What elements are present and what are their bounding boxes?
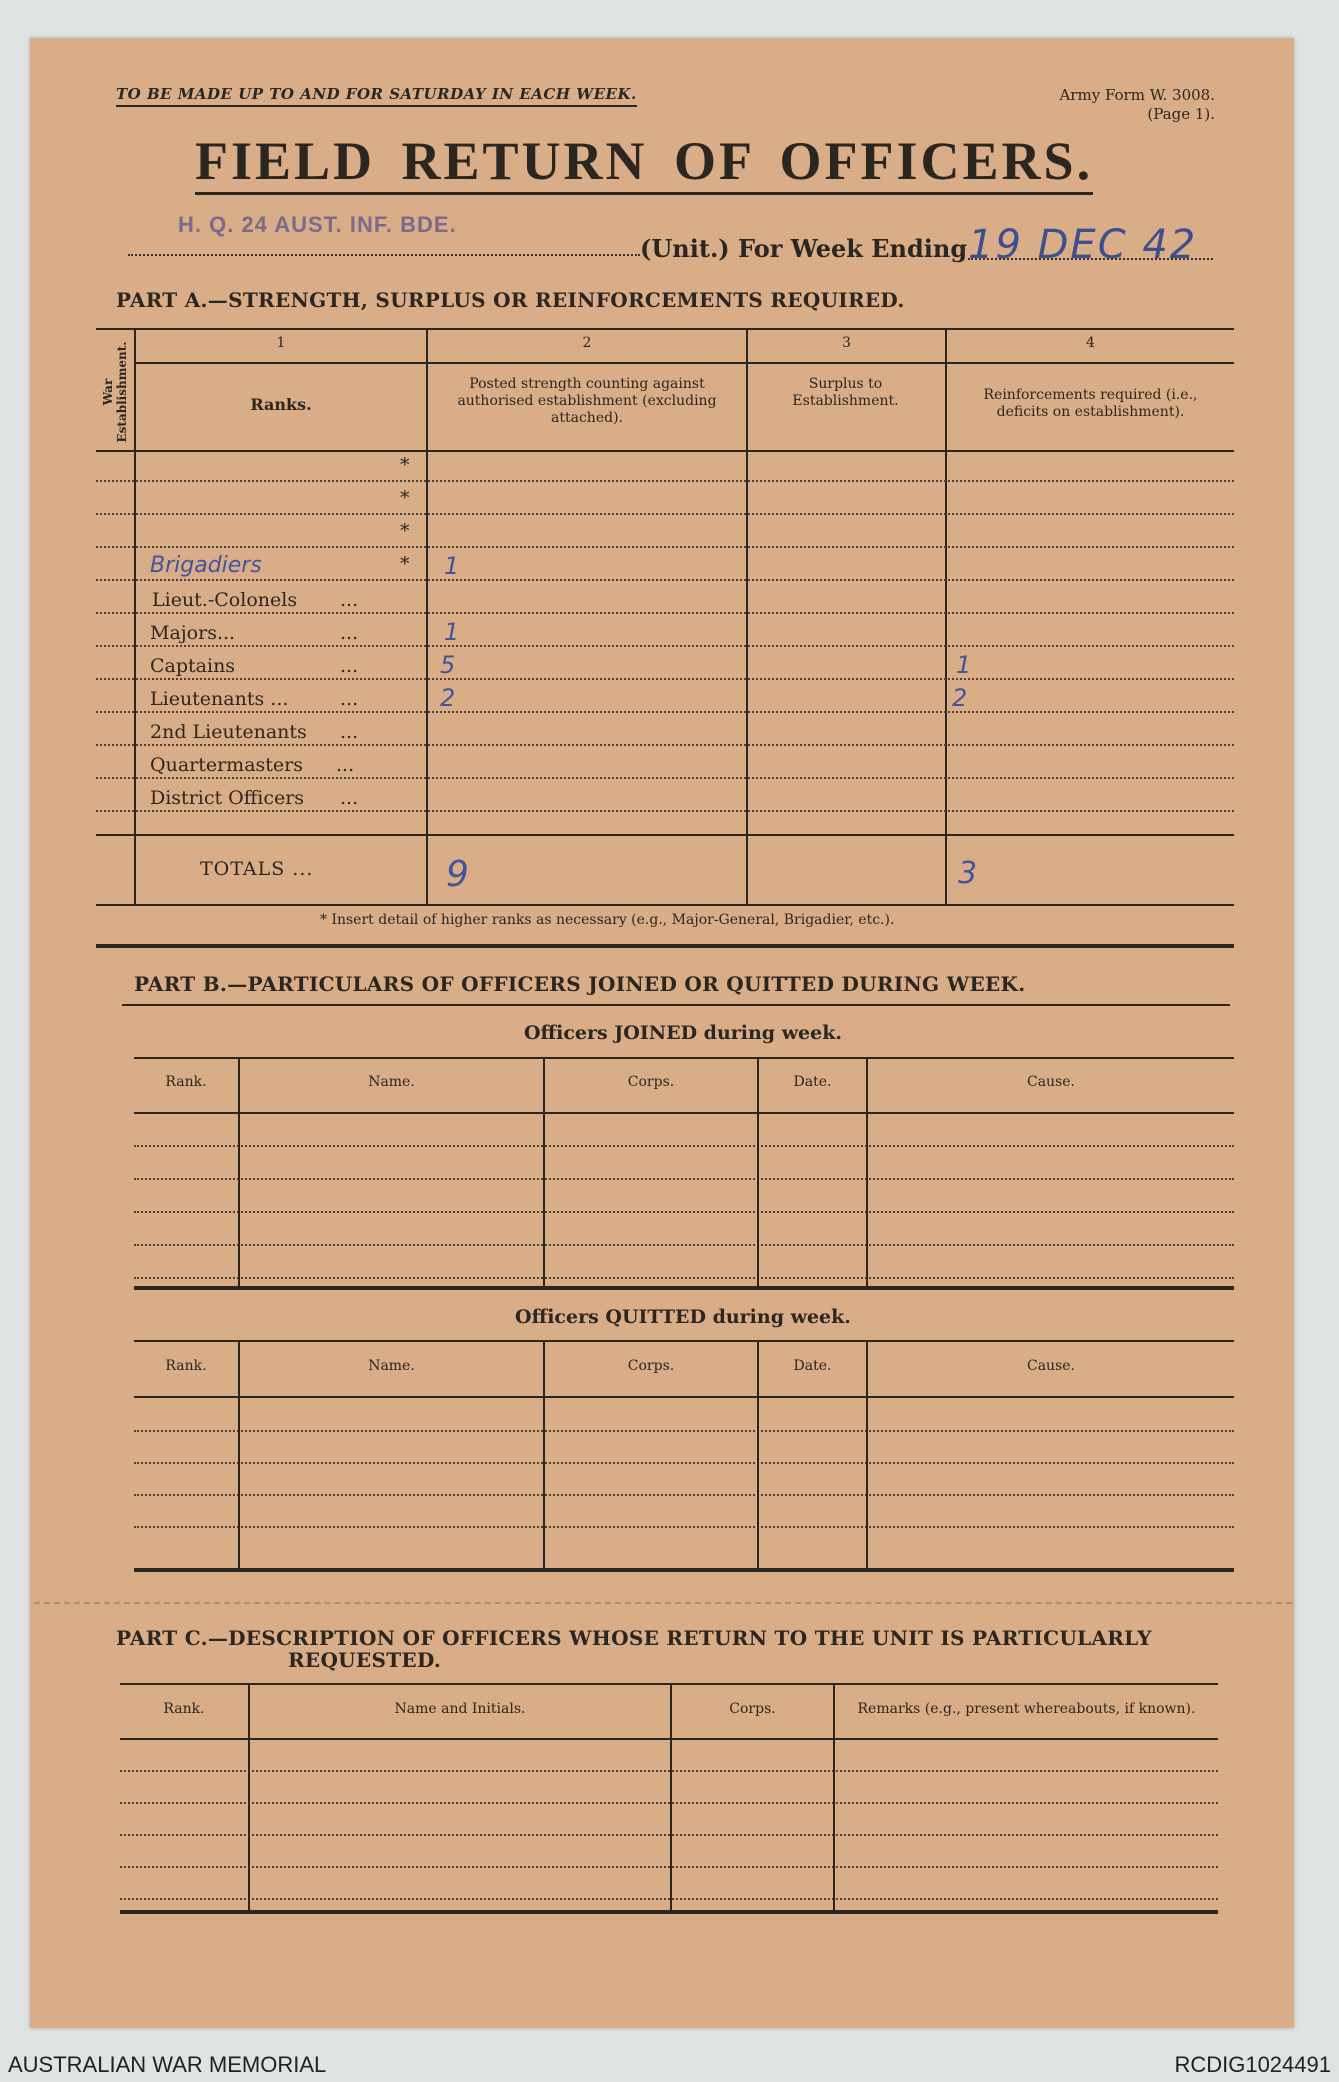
rank-suffix: ... [340, 622, 359, 644]
row-rule [134, 1211, 1234, 1213]
part-c-col-name: Name and Initials. [394, 1701, 526, 1717]
quitted-top-rule [134, 1340, 1234, 1342]
rank-label: Brigadiers [150, 553, 262, 578]
rank-label: District Officers [150, 787, 305, 809]
rank-label: Captains [150, 655, 236, 677]
joined-vrule [757, 1057, 759, 1286]
row-rule [96, 612, 1234, 614]
footer-record-id: RCDIG1024491 [1174, 2052, 1331, 2077]
row-rule [96, 810, 1234, 812]
col-number-1: 1 [276, 335, 286, 351]
part-a-top-rule [96, 328, 1234, 330]
totals-label: TOTALS ... [200, 858, 314, 880]
posted-value: 1 [444, 618, 460, 646]
quitted-col-corps: Corps. [627, 1358, 675, 1374]
part-a-vrule-1 [134, 328, 136, 904]
posted-value: 5 [440, 651, 456, 679]
part-a-end-rule [96, 944, 1234, 948]
form-title: FIELD RETURN OF OFFICERS. [195, 130, 1093, 195]
row-rule [120, 1802, 1218, 1804]
row-rule [120, 1834, 1218, 1836]
quitted-head-rule [134, 1396, 1234, 1398]
rank-suffix: * [400, 454, 410, 476]
part-a-head-rule [96, 450, 1234, 452]
war-establishment-label: War Establishment. [101, 341, 129, 443]
joined-vrule [238, 1057, 240, 1286]
footer-archive-name: AUSTRALIAN WAR MEMORIAL [8, 2052, 327, 2077]
col-ranks-header: Ranks. [250, 395, 312, 414]
unit-week-label: (Unit.) For Week Ending [640, 234, 968, 263]
joined-col-date: Date. [793, 1074, 832, 1090]
part-c-col-remarks: Remarks (e.g., present whereabouts, if known). [857, 1701, 1196, 1717]
quitted-col-cause: Cause. [1027, 1358, 1075, 1374]
row-rule [96, 777, 1234, 779]
part-a-num-rule [136, 362, 1234, 364]
posted-value: 2 [440, 684, 456, 712]
part-a-vrule-4 [945, 328, 947, 904]
part-b-heading: PART B.—PARTICULARS OF OFFICERS JOINED OR QUITTED DURING WEEK. [134, 972, 1026, 996]
row-rule [134, 1462, 1234, 1464]
joined-col-corps: Corps. [627, 1074, 675, 1090]
form-number [1030, 86, 1215, 124]
unit-stamp: H. Q. 24 AUST. INF. BDE. [178, 212, 457, 237]
unit-field-line [128, 254, 640, 256]
col-posted-header: Posted strength counting against authorised establishment (excluding attached). [457, 376, 717, 426]
rank-suffix: ... [340, 688, 359, 710]
part-a-totals-rule [96, 834, 1234, 836]
quitted-title: Officers QUITTED during week. [515, 1306, 851, 1328]
row-rule [134, 1178, 1234, 1180]
joined-col-name: Name. [368, 1074, 415, 1090]
rank-suffix: * [400, 487, 410, 509]
row-rule [120, 1770, 1218, 1772]
row-rule [96, 744, 1234, 746]
rank-suffix: ... [340, 721, 359, 743]
joined-vrule [866, 1057, 868, 1286]
joined-bottom-rule [134, 1286, 1234, 1290]
row-rule [96, 579, 1234, 581]
part-a-vrule-2 [426, 328, 428, 904]
rank-label: Quartermasters [150, 754, 303, 776]
reinforcement-value: 1 [956, 651, 972, 679]
row-rule [120, 1866, 1218, 1868]
rank-suffix: ... [340, 655, 359, 677]
part-c-col-corps: Corps. [729, 1701, 776, 1717]
col-number-4: 4 [1086, 335, 1095, 351]
rank-suffix: * [400, 553, 410, 575]
part-c-top-rule [120, 1683, 1218, 1685]
row-rule [96, 546, 1234, 548]
row-rule [134, 1526, 1234, 1528]
instruction-text: TO BE MADE UP TO AND FOR SATURDAY IN EACH WEEK. [116, 85, 637, 107]
war-establishment-header [100, 338, 130, 448]
joined-top-rule [134, 1057, 1234, 1059]
row-rule [96, 480, 1234, 482]
col-surplus-header: Surplus to Establishment. [792, 376, 899, 409]
part-a-footnote: * Insert detail of higher ranks as necessary (e.g., Major-General, Brigadier, etc.). [320, 912, 895, 928]
form-number-text: Army Form W. 3008. [1059, 86, 1215, 104]
row-rule [96, 513, 1234, 515]
row-rule [134, 1494, 1234, 1496]
quitted-col-name: Name. [368, 1358, 415, 1374]
rank-suffix: ... [336, 754, 355, 776]
posted-value: 1 [444, 552, 460, 580]
totals-posted: 9 [446, 854, 469, 895]
joined-col-cause: Cause. [1027, 1074, 1075, 1090]
row-rule [134, 1277, 1234, 1279]
quitted-col-rank: Rank. [165, 1358, 207, 1374]
row-rule [134, 1244, 1234, 1246]
quitted-col-date: Date. [793, 1358, 832, 1374]
row-rule [120, 1898, 1218, 1900]
part-b-rule [122, 1004, 1230, 1006]
part-a-heading: PART A.—STRENGTH, SURPLUS OR REINFORCEMENTS REQUIRED. [116, 288, 905, 312]
row-rule [134, 1145, 1234, 1147]
reinforcement-value: 2 [952, 684, 968, 712]
totals-reinforcements: 3 [958, 856, 978, 891]
week-ending-value: 19 DEC 42 [968, 222, 1198, 268]
row-rule [96, 711, 1234, 713]
rank-label: Lieutenants ... [150, 688, 289, 710]
rank-label: Lieut.-Colonels [152, 589, 298, 611]
part-a-vrule-3 [746, 328, 748, 904]
quitted-bottom-rule [134, 1568, 1234, 1572]
row-rule [134, 1430, 1234, 1432]
rank-suffix: * [400, 520, 410, 542]
joined-title: Officers JOINED during week. [523, 1022, 843, 1044]
col-reinforcements-header: Reinforcements required (i.e., deficits on establishment). [983, 387, 1198, 420]
col-number-2: 2 [582, 335, 592, 351]
joined-col-rank: Rank. [165, 1074, 207, 1090]
part-c-heading: PART C.—DESCRIPTION OF OFFICERS WHOSE RETURN TO THE UNIT IS PARTICULARLY [116, 1626, 1152, 1650]
part-c-heading-2: REQUESTED. [288, 1648, 442, 1672]
joined-head-rule [134, 1112, 1234, 1114]
col-number-3: 3 [842, 335, 851, 351]
joined-vrule [543, 1057, 545, 1286]
row-rule [96, 678, 1234, 680]
rank-suffix: ... [340, 787, 359, 809]
row-rule [96, 645, 1234, 647]
rank-label: 2nd Lieutenants [150, 721, 307, 743]
rank-label: Majors... [150, 622, 236, 644]
part-c-head-rule [120, 1738, 1218, 1740]
perforation-line [34, 1602, 1292, 1604]
part-c-col-rank: Rank. [163, 1701, 205, 1717]
page-number: (Page 1). [1147, 105, 1215, 123]
rank-suffix: ... [340, 589, 359, 611]
part-c-bottom-rule [120, 1910, 1218, 1914]
part-a-bottom-rule [96, 904, 1234, 906]
week-field-line [968, 258, 1213, 260]
